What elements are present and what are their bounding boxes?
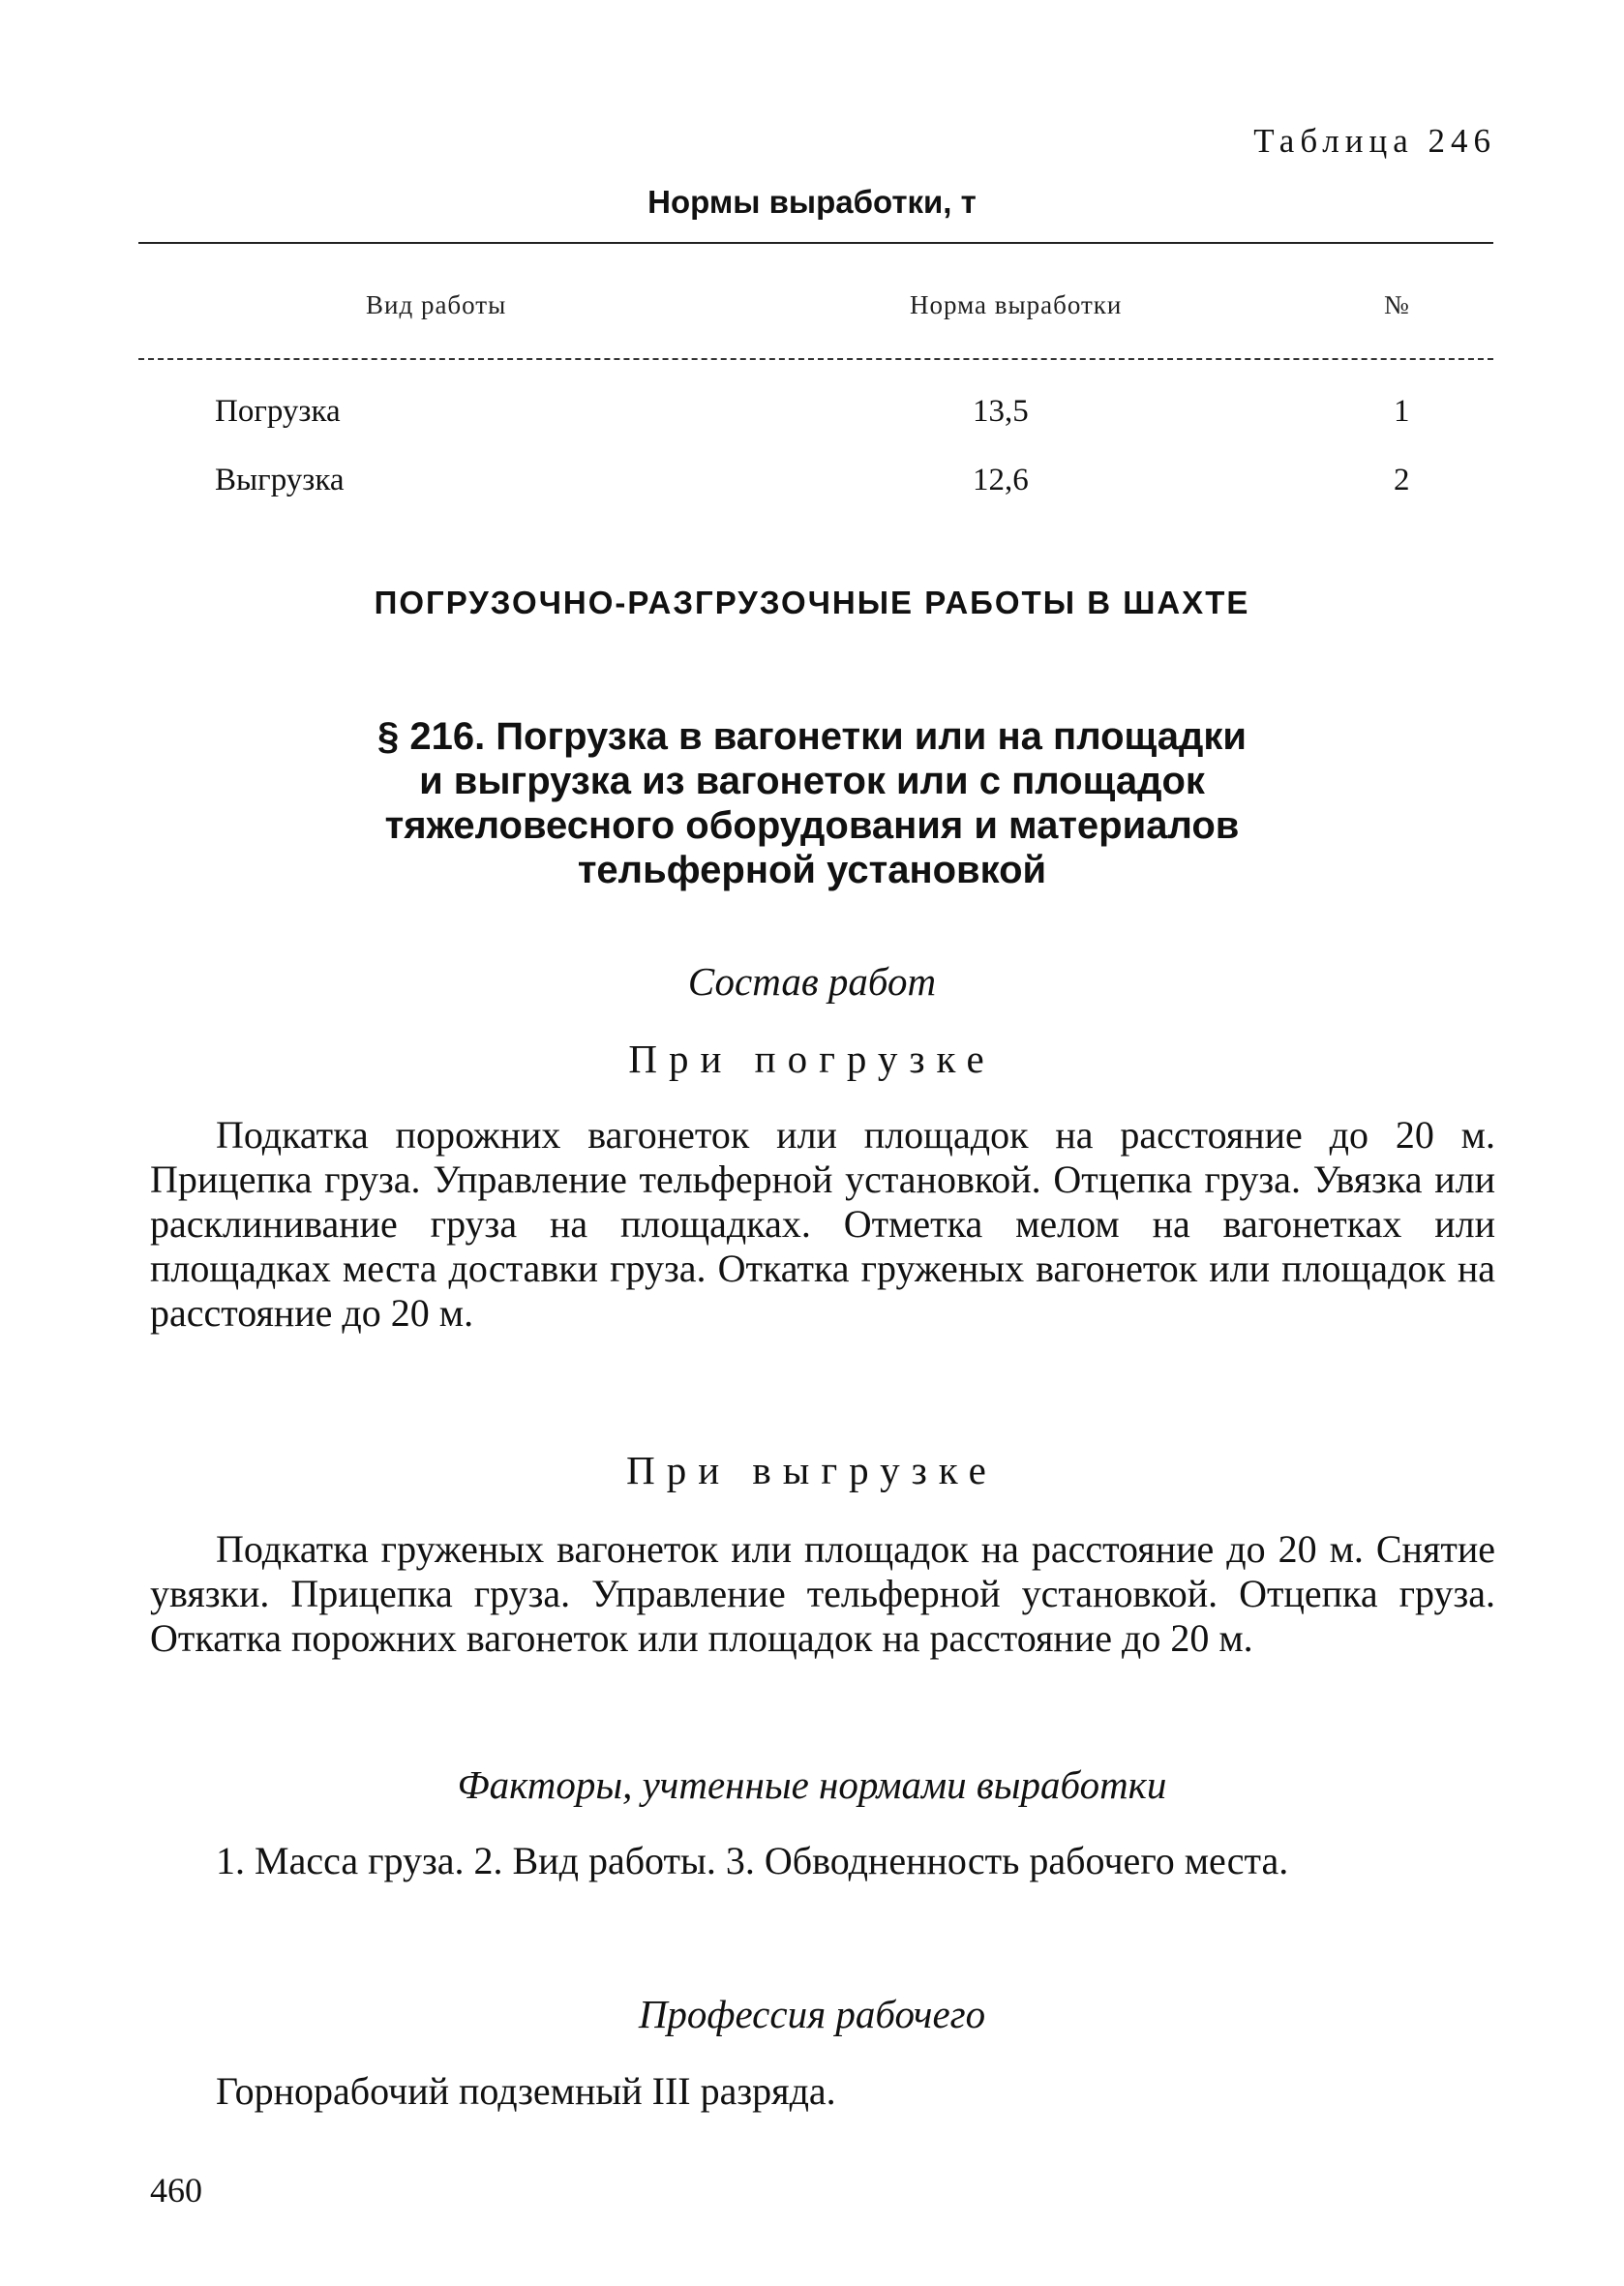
loading-text: Подкатка порожних вагонеток или площадок на расстояние до 20 м. Прицепка груза. Управление тельферной установкой. Отцепка груза. Увязка или расклинивание груза на площадках. Отметка мелом на вагонетках или площадках места доставки груза. Откатка груженых вагонеток или площадок на расстояние до 20 м. (150, 1113, 1495, 1335)
composition-heading: Состав работ (687, 959, 937, 1004)
paragraph-title-line: и выгрузка из вагонеток или с площадок (419, 760, 1205, 802)
loading-heading: При погрузке (628, 1037, 996, 1081)
header-norm: Норма выработки (910, 290, 1123, 319)
table-row-2-number: 2 (1394, 463, 1410, 497)
table-row-2-work: Выгрузка (215, 463, 345, 497)
factors-heading: Факторы, учтенные нормами выработки (457, 1762, 1167, 1807)
table-title: Нормы выработки, т (647, 184, 977, 220)
unloading-heading: При выгрузке (626, 1448, 998, 1492)
table-row-1-work: Погрузка (215, 394, 341, 429)
paragraph-title-line: тельферной установкой (577, 849, 1047, 891)
table-header-rule (138, 358, 1493, 360)
unloading-text: Подкатка груженых вагонеток или площадок на расстояние до 20 м. Снятие увязки. Прицепка груза. Управление тельферной установкой. Отцепка груза. Откатка порожних вагонеток или площадок на расстояние до 20 м. (150, 1527, 1495, 1660)
table-row-1-number: 1 (1394, 394, 1410, 429)
profession-heading: Профессия рабочего (638, 1992, 986, 2036)
paragraph-title (0, 714, 1624, 892)
header-work-type: Вид работы (366, 290, 507, 319)
header-number: № (1384, 290, 1409, 319)
section-heading: ПОГРУЗОЧНО-РАЗГРУЗОЧНЫЕ РАБОТЫ В ШАХТЕ (374, 585, 1250, 620)
profession-text: Горнорабочий подземный III разряда. (216, 2069, 836, 2113)
table-row-2-norm: 12,6 (973, 463, 1029, 497)
paragraph-title-line: тяжеловесного оборудования и материалов (384, 804, 1240, 847)
table-label: Таблица 246 (1253, 122, 1496, 160)
factors-text: 1. Масса груза. 2. Вид работы. 3. Обводненность рабочего места. (216, 1839, 1289, 1882)
paragraph-title-line: § 216. Погрузка в вагонетки или на площадки (376, 715, 1247, 758)
page-number: 460 (150, 2171, 202, 2210)
table-row-1-norm: 13,5 (973, 394, 1029, 429)
table-top-rule (138, 242, 1493, 244)
